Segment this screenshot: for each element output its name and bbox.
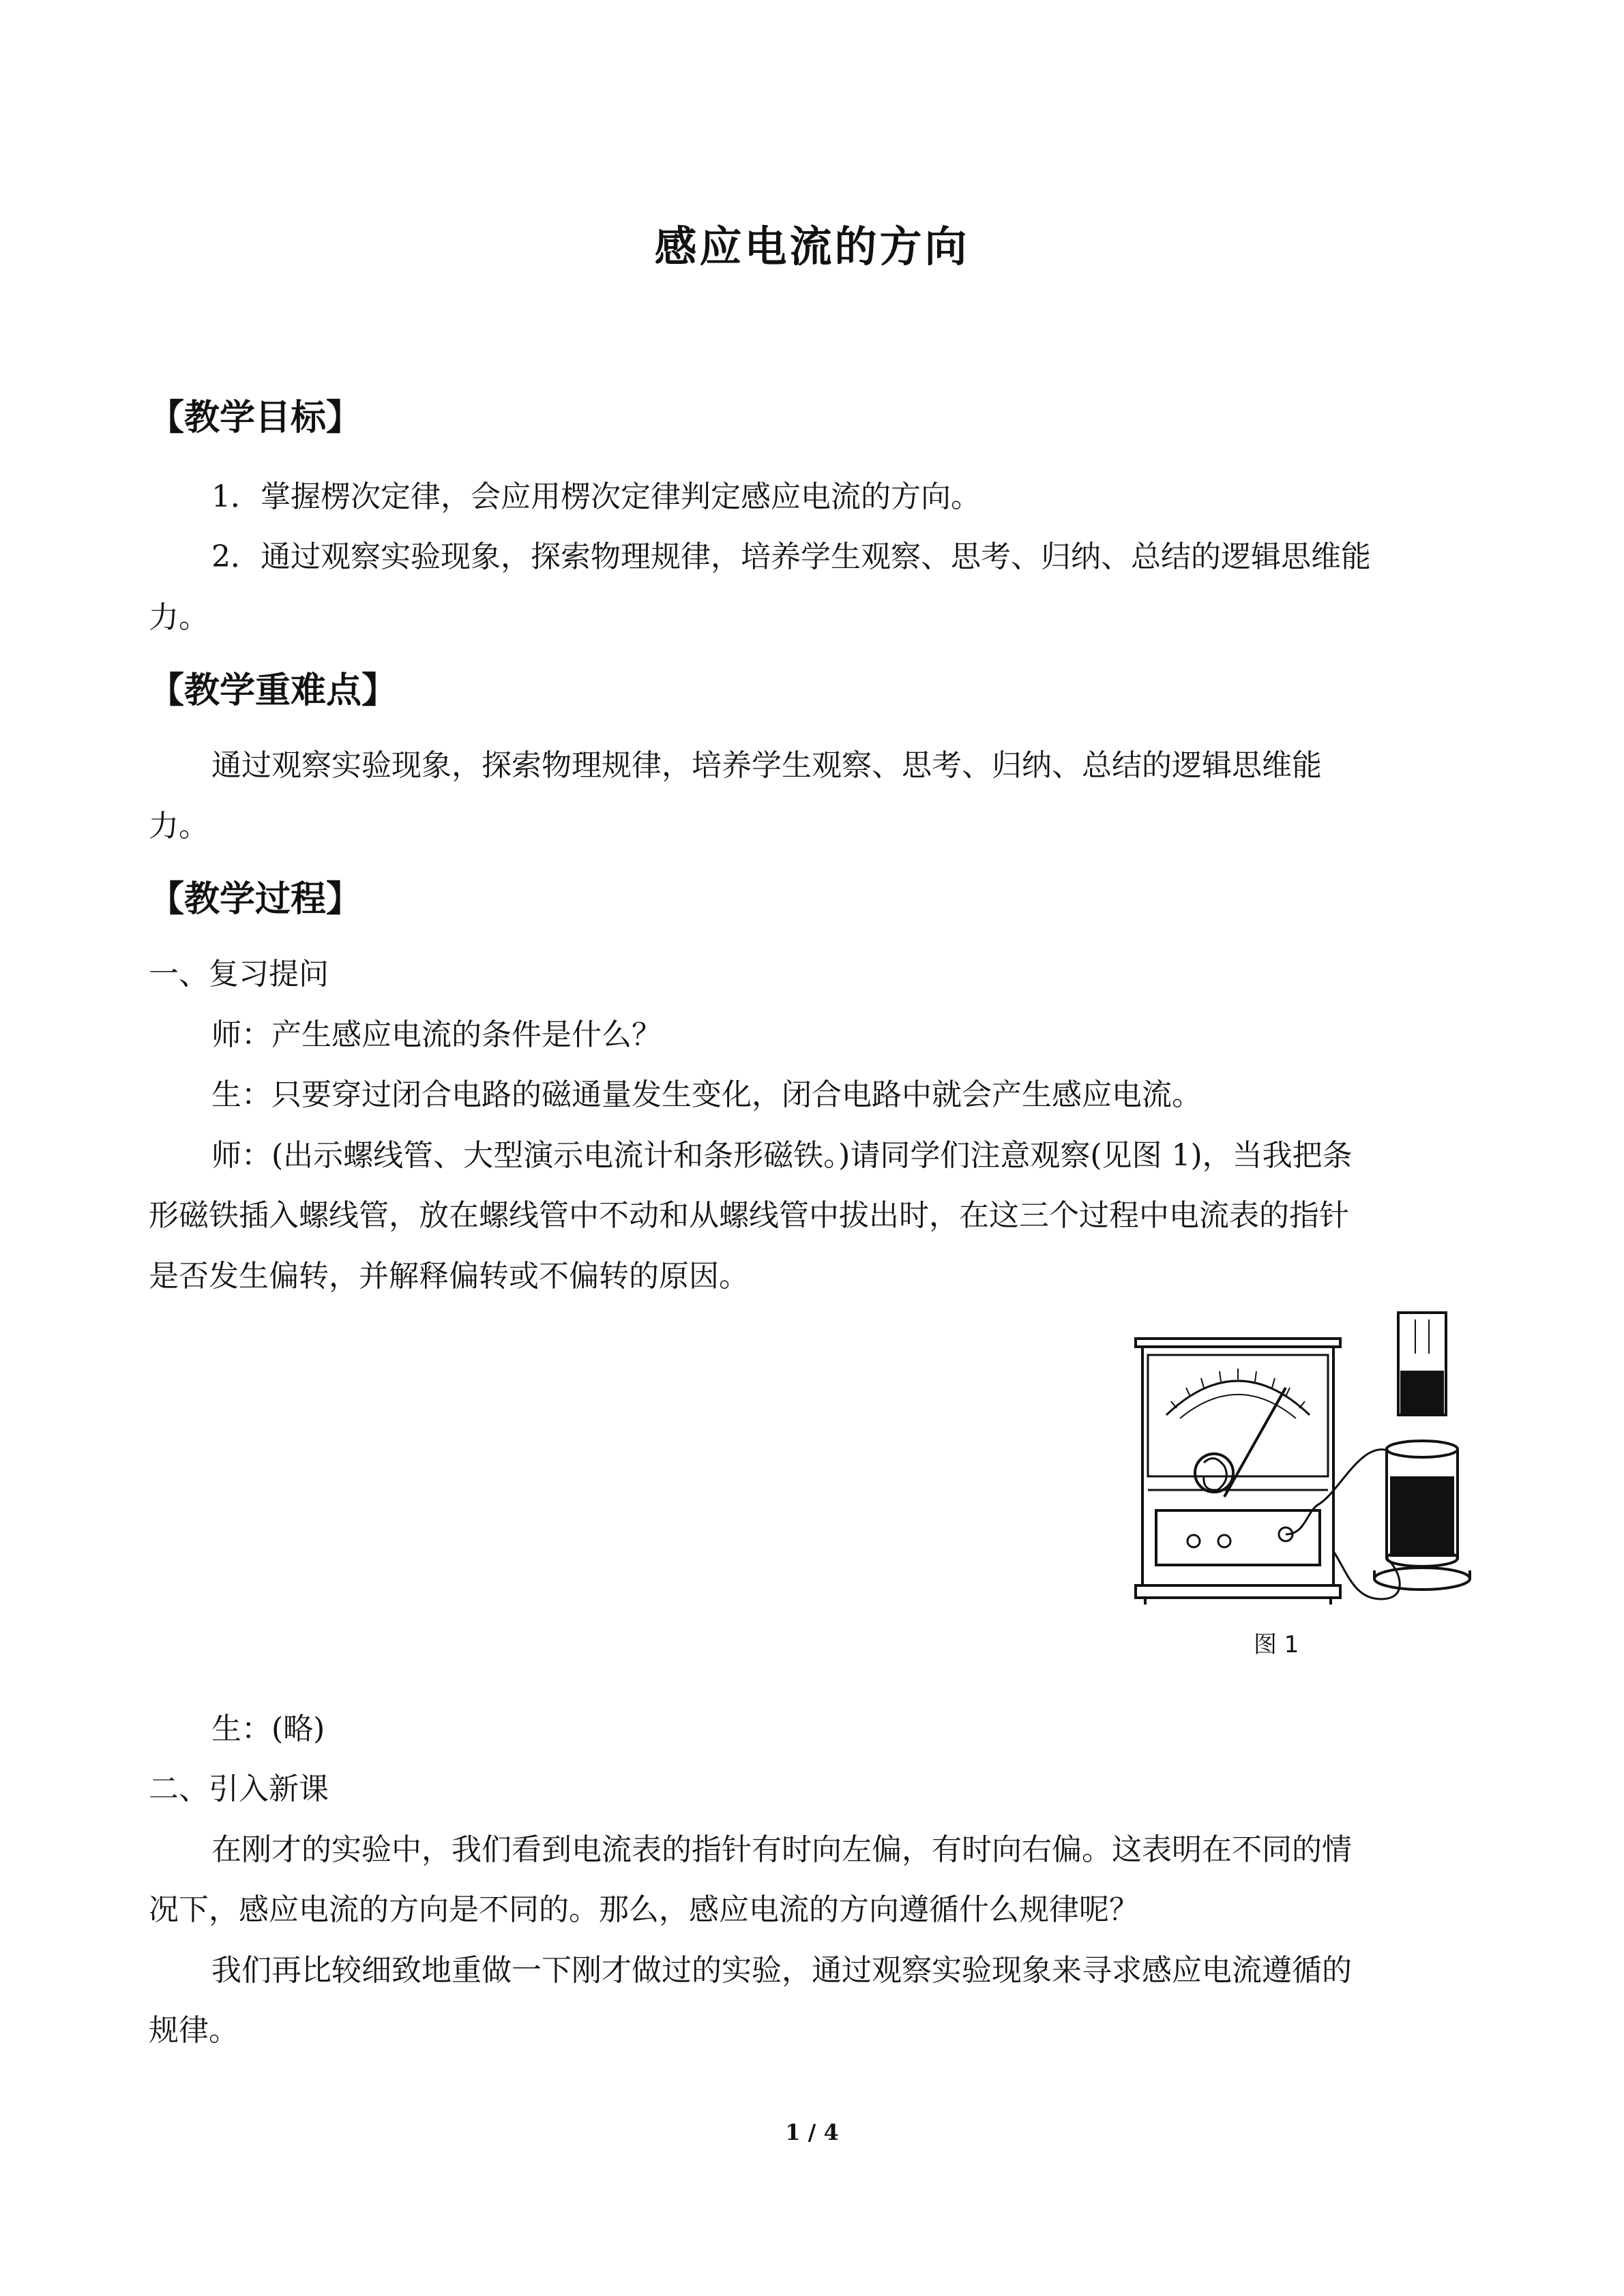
section-heading-process: 【教学过程】 — [149, 879, 362, 920]
student-answer-1: 生：只要穿过闭合电路的磁通量发生变化，闭合电路中就会产生感应电流。 — [211, 1077, 1202, 1112]
page-number: 1 / 4 — [785, 2119, 839, 2145]
teacher-text-2-line-1: 师：(出示螺线管、大型演示电流计和条形磁铁。)请同学们注意观察(见图 1)，当我把条 — [211, 1138, 1353, 1173]
objective-item-1: 1．掌握楞次定律，会应用楞次定律判定感应电流的方向。 — [211, 479, 981, 514]
paragraph-1-line-1: 在刚才的实验中，我们看到电流表的指针有时向左偏，有时向右偏。这表明在不同的情 — [211, 1832, 1352, 1867]
keypoints-line-2: 力。 — [149, 809, 209, 844]
figure-caption: 图 1 — [1254, 1631, 1299, 1658]
teacher-question-1: 师：产生感应电流的条件是什么？ — [211, 1017, 662, 1052]
student-answer-2: 生：(略) — [211, 1712, 325, 1746]
teacher-text-2-line-2: 形磁铁插入螺线管，放在螺线管中不动和从螺线管中拔出时，在这三个过程中电流表的指针 — [149, 1198, 1349, 1233]
paragraph-1-line-2: 况下，感应电流的方向是不同的。那么，感应电流的方向遵循什么规律呢？ — [149, 1892, 1139, 1927]
teacher-text-2-line-3: 是否发生偏转，并解释偏转或不偏转的原因。 — [149, 1259, 749, 1294]
part-2-title: 二、引入新课 — [149, 1772, 329, 1806]
section-heading-objectives: 【教学目标】 — [149, 398, 362, 438]
keypoints-line-1: 通过观察实验现象，探索物理规律，培养学生观察、思考、归纳、总结的逻辑思维能 — [211, 748, 1322, 783]
galvanometer-coil-figure — [1129, 1306, 1483, 1613]
objective-item-2-line-1: 2．通过观察实验现象，探索物理规律，培养学生观察、思考、归纳、总结的逻辑思维能 — [211, 539, 1371, 574]
part-1-title: 一、复习提问 — [149, 957, 329, 992]
paragraph-2-line-2: 规律。 — [149, 2013, 239, 2048]
paragraph-2-line-1: 我们再比较细致地重做一下刚才做过的实验，通过观察实验现象来寻求感应电流遵循的 — [211, 1953, 1352, 1988]
objective-item-2-line-2: 力。 — [149, 600, 209, 635]
section-heading-keypoints: 【教学重难点】 — [149, 670, 398, 711]
page-title: 感应电流的方向 — [654, 222, 970, 271]
